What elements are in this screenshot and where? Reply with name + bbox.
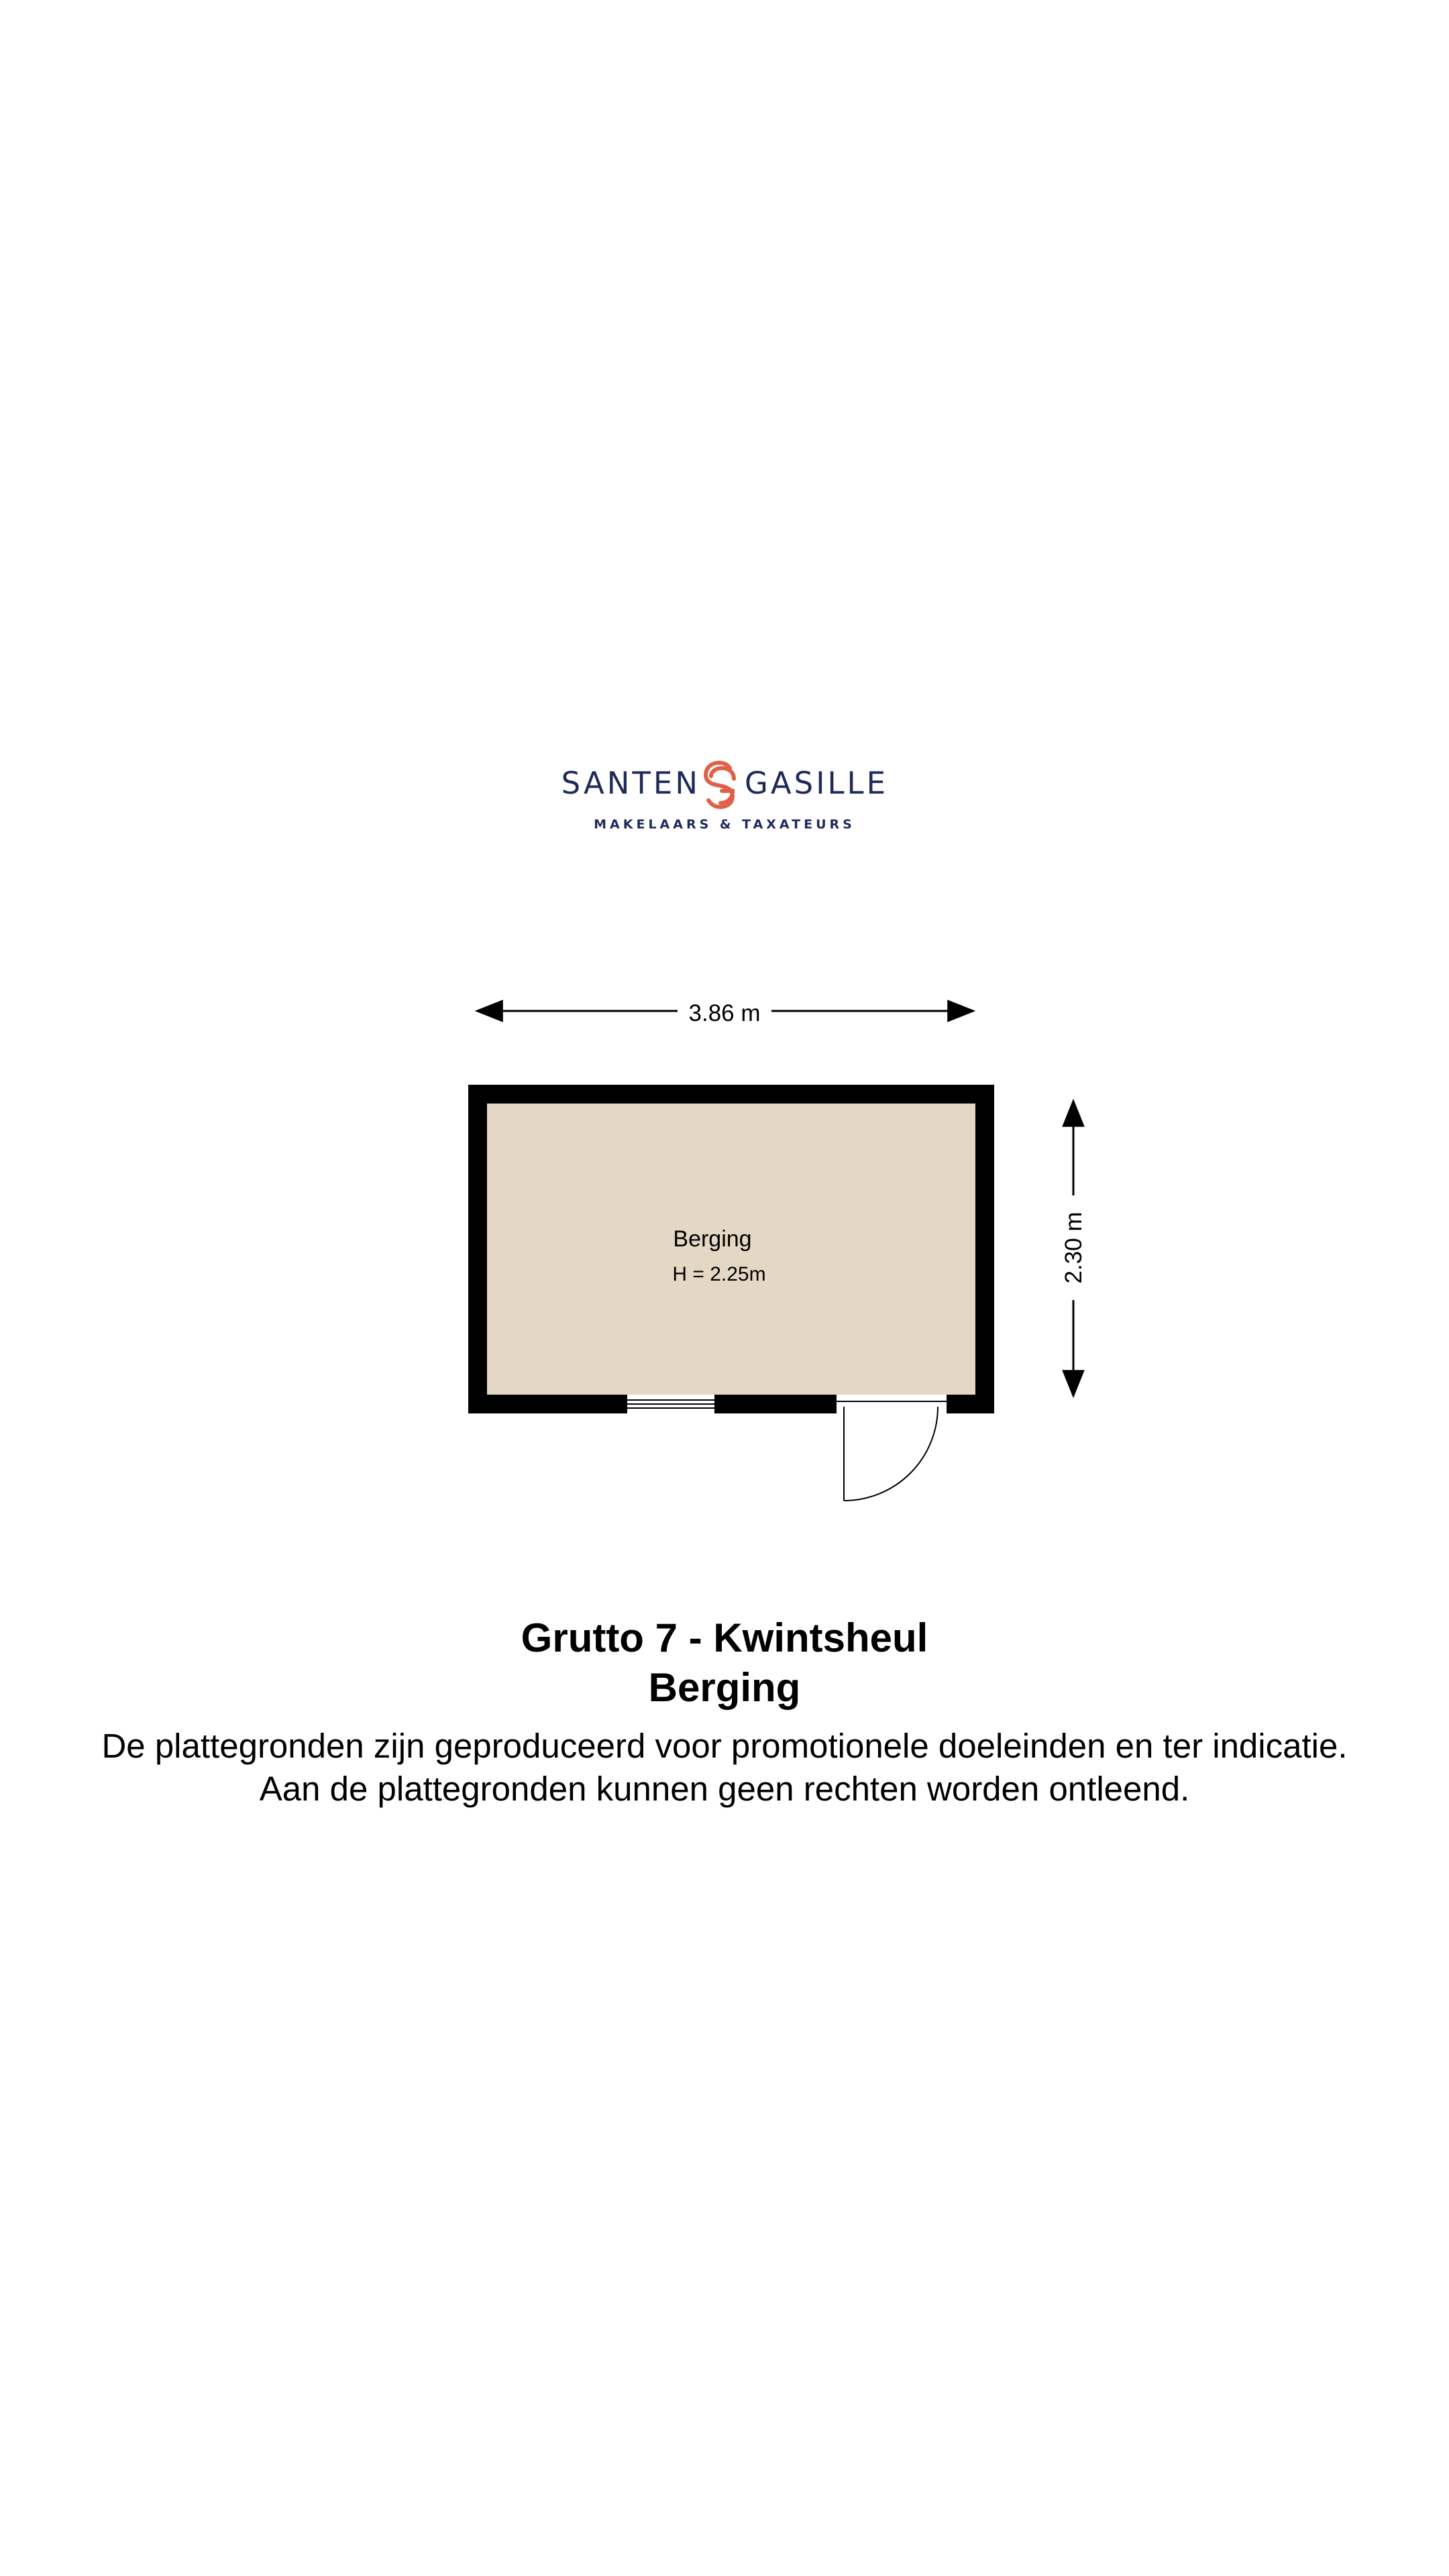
room-height: H = 2.25m [672,1263,766,1285]
depth-dimension [1061,1102,1087,1395]
property-title: Grutto 7 - Kwintsheul [521,1615,928,1660]
window [627,1395,715,1413]
disclaimer-line-1: De plattegronden zijn geproduceerd voor promotionele doeleinden en ter indicatie. [101,1727,1348,1765]
door [836,1395,947,1501]
floor-title: Berging [648,1665,801,1710]
logo-brand-right: GASILLE [745,765,889,801]
width-label: 3.86 m [688,1000,761,1026]
logo-tagline: MAKELAARS & TAXATEURS [594,817,855,832]
depth-label: 2.30 m [1061,1212,1087,1284]
width-dimension [478,1000,973,1026]
room-name: Berging [673,1226,752,1252]
disclaimer-line-2: Aan de plattegronden kunnen geen rechten worden ontleend. [259,1770,1190,1808]
logo-brand-left: SANTEN [561,765,700,801]
